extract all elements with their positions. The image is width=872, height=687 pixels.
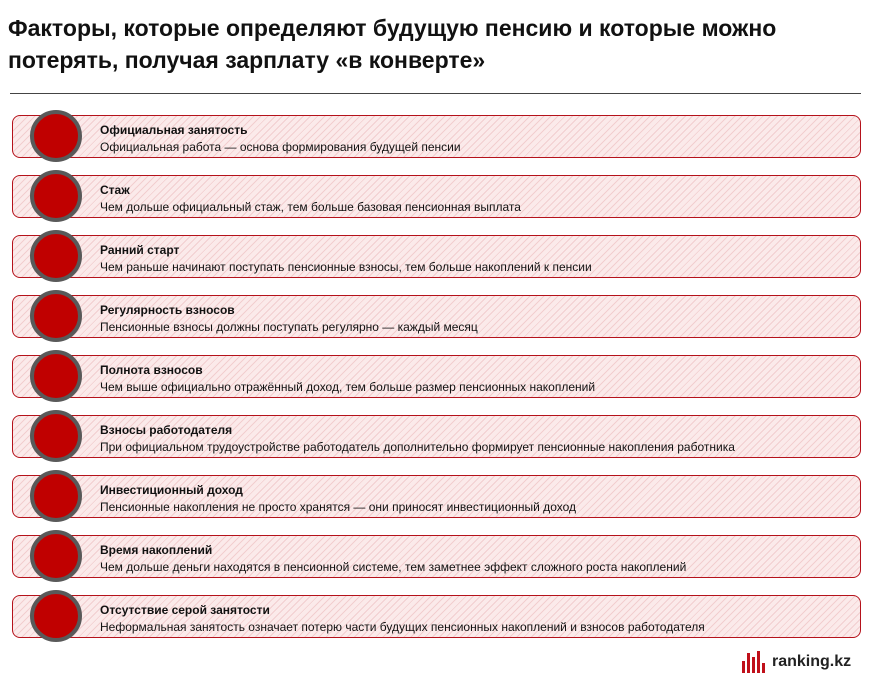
factor-description: Пенсионные накопления не просто хранятся — они приносят инвестиционный доход [100, 500, 577, 514]
circle-marker-icon [30, 170, 82, 222]
title-divider [10, 93, 861, 94]
logo-text: ranking.kz [772, 653, 852, 670]
factor-title: Стаж [100, 183, 130, 197]
circle-marker-icon [30, 470, 82, 522]
factor-title: Ранний старт [100, 243, 180, 257]
factor-item [12, 115, 861, 158]
factor-title: Регулярность взносов [100, 303, 235, 317]
factor-description: Неформальная занятость означает потерю части будущих пенсионных накоплений и взносов работодателя [100, 620, 705, 634]
factor-item [12, 235, 861, 278]
brand-logo [742, 650, 851, 674]
circle-marker-icon [30, 410, 82, 462]
circle-marker-icon [30, 350, 82, 402]
factor-item [12, 355, 861, 398]
bars-logo-icon [742, 651, 767, 673]
factor-description: Чем дольше деньги находятся в пенсионной системе, тем заметнее эффект сложного роста накоплений [100, 560, 687, 574]
factor-description: Чем выше официально отражённый доход, тем больше размер пенсионных накоплений [100, 380, 596, 394]
factor-description: При официальном трудоустройстве работодатель дополнительно формирует пенсионные накопления работника [100, 440, 735, 454]
factor-item [12, 535, 861, 578]
circle-marker-icon [30, 230, 82, 282]
page-title: Факторы, которые определяют будущую пенсию и которые можно потерять, получая зарплату «в конверте» [8, 15, 777, 73]
factor-description: Пенсионные взносы должны поступать регулярно — каждый месяц [100, 320, 478, 334]
factor-description: Чем раньше начинают поступать пенсионные взносы, тем больше накоплений к пенсии [100, 260, 592, 274]
factor-description: Официальная работа — основа формирования будущей пенсии [100, 140, 461, 154]
factor-item [12, 175, 861, 218]
factor-title: Отсутствие серой занятости [100, 603, 270, 617]
circle-marker-icon [30, 590, 82, 642]
circle-marker-icon [30, 290, 82, 342]
factor-title: Полнота взносов [100, 363, 203, 377]
factor-title: Время накоплений [100, 543, 213, 557]
factor-title: Инвестиционный доход [100, 483, 243, 497]
factor-title: Официальная занятость [100, 123, 248, 137]
factor-item [12, 595, 861, 638]
factor-item [12, 475, 861, 518]
factor-description: Чем дольше официальный стаж, тем больше базовая пенсионная выплата [100, 200, 521, 214]
circle-marker-icon [30, 530, 82, 582]
factor-item [12, 415, 861, 458]
factor-item [12, 295, 861, 338]
circle-marker-icon [30, 110, 82, 162]
factor-title: Взносы работодателя [100, 423, 233, 437]
